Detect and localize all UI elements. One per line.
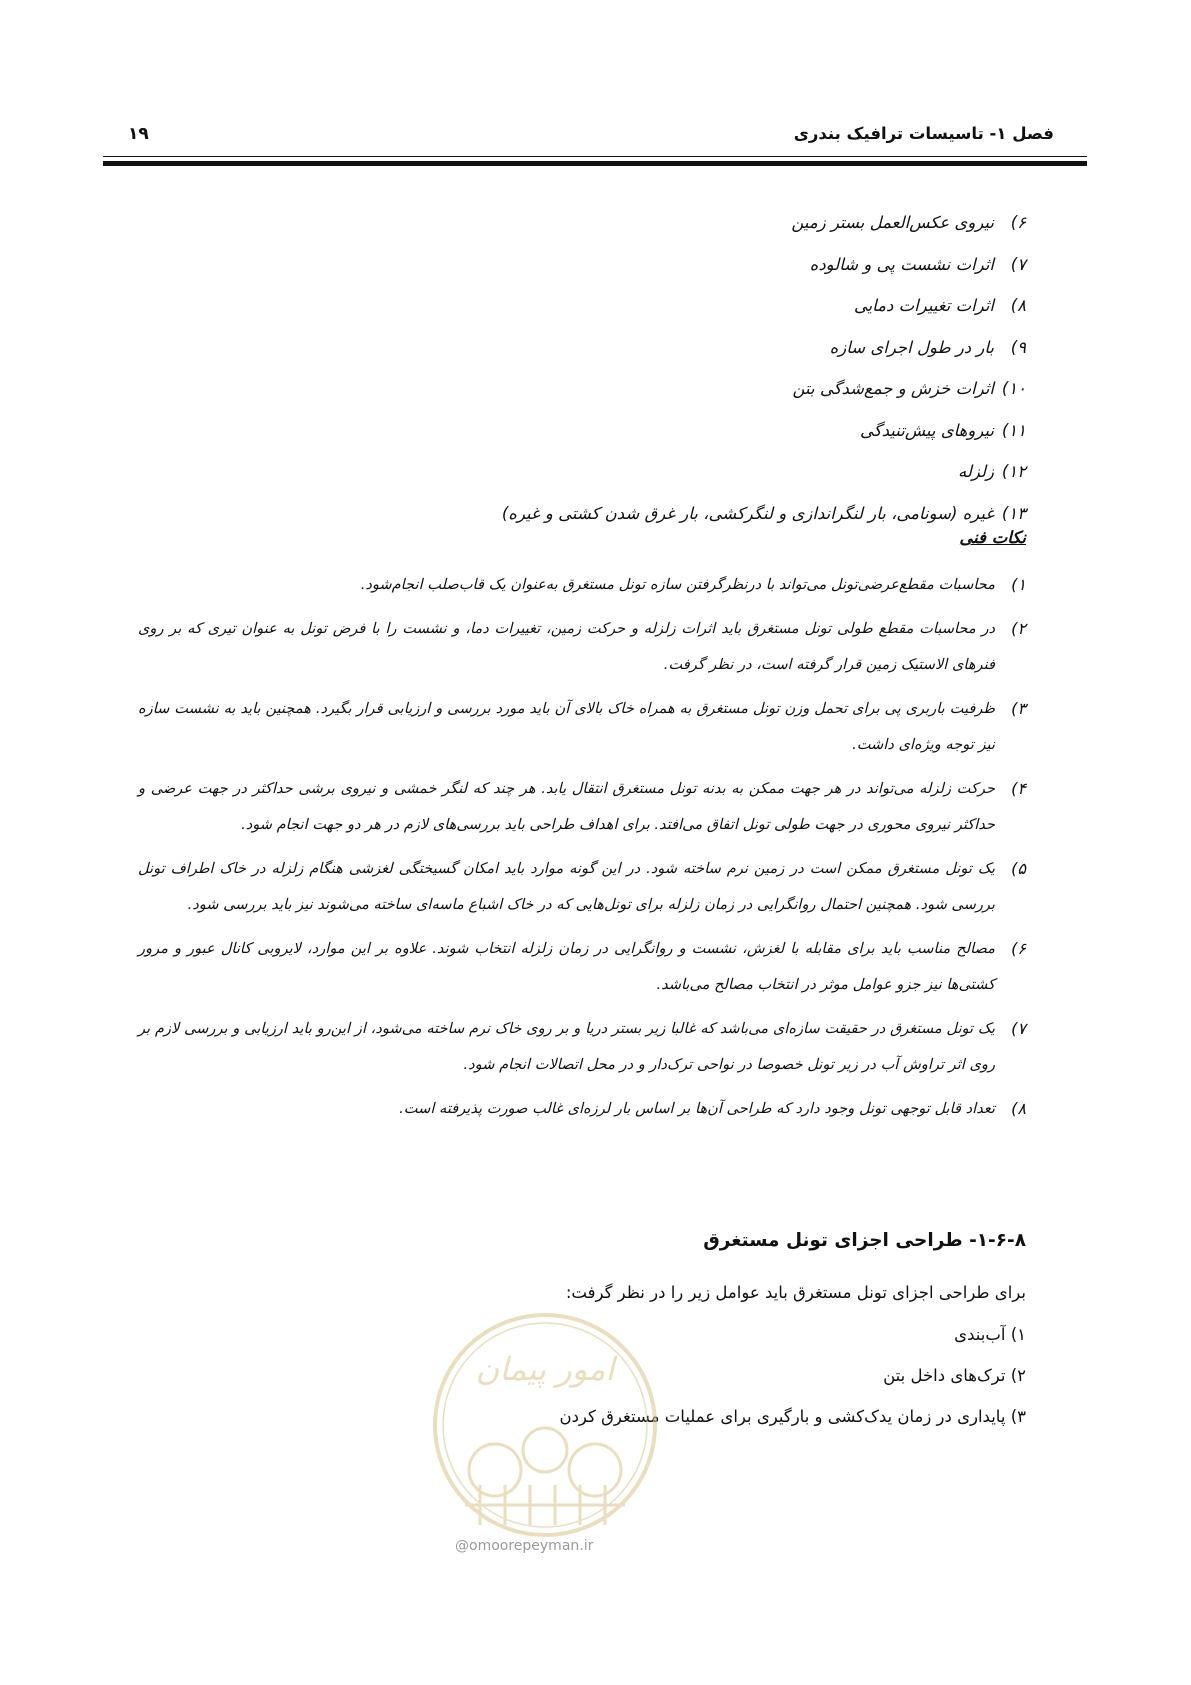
note-text: در محاسبات مقطع طولی تونل مستغرق باید اثرات زلزله و حرکت زمین، تغییرات دما، و نشست را با فرض تونل به عنوان تیری که بر روی فنرهای الاستیک زمین قرار گرفته است، در نظر گرفت. [138, 620, 995, 673]
section-intro: برای طراحی اجزای تونل مستغرق باید عوامل زیر را در نظر گرفت: [565, 1283, 1026, 1302]
list-item-number: ۱۲) [1001, 462, 1026, 481]
watermark-url: @omoorepeyman.ir [455, 1538, 594, 1554]
note-item [138, 691, 1026, 763]
list-item-text: اثرات نشست پی و شالوده [809, 254, 994, 274]
list-item-text: زلزله [958, 462, 994, 481]
list-item-number: ۱۳) [1001, 503, 1026, 523]
note-number: ۵) [1011, 859, 1026, 878]
list-item-text: نیروهای پیش‌تنیدگی [860, 420, 994, 440]
note-text: ظرفیت باربری پی برای تحمل وزن تونل مستغرق به همراه خاک بالای آن باید مورد بررسی و ارزیابی قرار بگیرد. همچنین باید به نشست سازه نیز توجه ویژه‌ای داشت. [138, 700, 995, 753]
section-heading: ۱-۶-۸- طراحی اجزای تونل مستغرق [703, 1230, 1026, 1251]
note-text: یک تونل مستغرق ممکن است در زمین نرم ساخته شود. در این گونه موارد باید امکان گسیختگی لغزشی هنگام زلزله در خاک اطراف تونل بررسی شود. همچنین احتمال روانگرایی در زمان زلزله برای تونل‌هایی که در خاک اشباع ماسه‌ای ساخته می‌شوند نیز باید بررسی شود. [138, 860, 995, 913]
note-item [138, 771, 1026, 843]
list-item-text: غیره (سونامی، بار لنگراندازی و لنگرکشی، بار غرق شدن کشتی و غیره) [501, 503, 994, 523]
list-item-text: نیروی عکس‌العمل بستر زمین [791, 213, 994, 232]
list-item-number: ۷) [1010, 254, 1026, 274]
list-item [126, 379, 1026, 421]
page-number: ۱۹ [128, 124, 149, 144]
watermark-logo-text: امور پیمان [475, 1350, 615, 1388]
list-item [126, 421, 1026, 463]
note-text: مصالح مناسب باید برای مقابله با لغزش، نشست و روانگرایی در زمان زلزله انتخاب شوند. علاوه بر این موارد، لایروبی کانال عبور و مرور کشتی‌ها نیز جزو عوامل موثر در انتخاب مصالح می‌باشد. [138, 940, 995, 993]
note-number: ۲) [1011, 619, 1026, 638]
note-text: محاسبات مقطع‌عرضی‌تونل می‌تواند با درنظرگرفتن سازه تونل مستغرق به‌عنوان یک قاب‌صلب انجام‌شود. [360, 576, 995, 593]
watermark-logo-icon [425, 1300, 665, 1560]
list-item [126, 213, 1026, 255]
list-item [126, 255, 1026, 297]
page-header-title: فصل ۱- تاسیسات ترافیک بندری [793, 124, 1054, 143]
list-item-number: ۲) [1010, 1366, 1026, 1385]
note-number: ۷) [1011, 1019, 1026, 1038]
list-item-text: پایداری در زمان یدک‌کشی و بارگیری برای عملیات مستغرق کردن [559, 1407, 1006, 1426]
note-item [138, 1011, 1026, 1083]
note-text: حرکت زلزله می‌تواند در هر جهت ممکن به بدنه تونل مستغرق انتقال یابد. هر چند که لنگر خمشی و نیروی برشی حداکثر در جهت عرضی و حداکثر نیروی محوری در جهت طولی تونل اتفاق می‌افتد. برای اهداف طراحی باید بررسی‌های لازم در هر دو جهت انجام شود. [138, 780, 995, 833]
note-number: ۴) [1011, 779, 1026, 798]
note-number: ۸) [1011, 1099, 1026, 1118]
note-number: ۳) [1011, 699, 1026, 718]
header-rule-thin [103, 156, 1087, 157]
list-item-number: ۶) [1010, 213, 1026, 232]
note-text: تعداد قابل توجهی تونل وجود دارد که طراحی آن‌ها بر اساس بار لرزه‌ای غالب صورت پذیرفته است. [399, 1100, 995, 1117]
list-item [126, 504, 1026, 546]
note-item [138, 931, 1026, 1003]
list-item-number: ۱۰) [1001, 379, 1026, 398]
list-item-number: ۹) [1010, 337, 1026, 357]
list-item-text: بار در طول اجرای سازه [829, 337, 994, 357]
list-item [126, 338, 1026, 380]
list-item-number: ۱۱) [1001, 420, 1026, 440]
list-item-text: اثرات تغییرات دمایی [853, 296, 994, 315]
load-list [126, 213, 1026, 545]
list-item-text: آب‌بندی [954, 1325, 1006, 1344]
list-item [126, 462, 1026, 504]
notes-heading: نکات فنی [959, 528, 1026, 547]
header-rule-thick [103, 161, 1087, 166]
list-item-number: ۸) [1010, 296, 1026, 315]
note-text: یک تونل مستغرق در حقیقت سازه‌ای می‌باشد که غالبا زیر بستر دریا و بر روی خاک نرم ساخته می‌شود، از این‌رو باید ارزیابی و بررسی لازم بر روی اثر تراوش آب در زیر تونل خصوصا در نواحی ترک‌دار و در محل اتصالات انجام شود. [138, 1020, 995, 1073]
note-item [138, 851, 1026, 923]
list-item-number: ۳) [1010, 1407, 1026, 1426]
note-item [138, 611, 1026, 683]
technical-notes [138, 567, 1026, 1135]
list-item-text: ترک‌های داخل بتن [883, 1366, 1006, 1385]
list-item-text: اثرات خزش و جمع‌شدگی بتن [792, 379, 994, 398]
note-number: ۶) [1011, 939, 1026, 958]
list-item-number: ۱) [1010, 1325, 1026, 1344]
note-item [138, 567, 1026, 603]
note-number: ۱) [1011, 575, 1026, 594]
note-item [138, 1091, 1026, 1127]
list-item [126, 296, 1026, 338]
